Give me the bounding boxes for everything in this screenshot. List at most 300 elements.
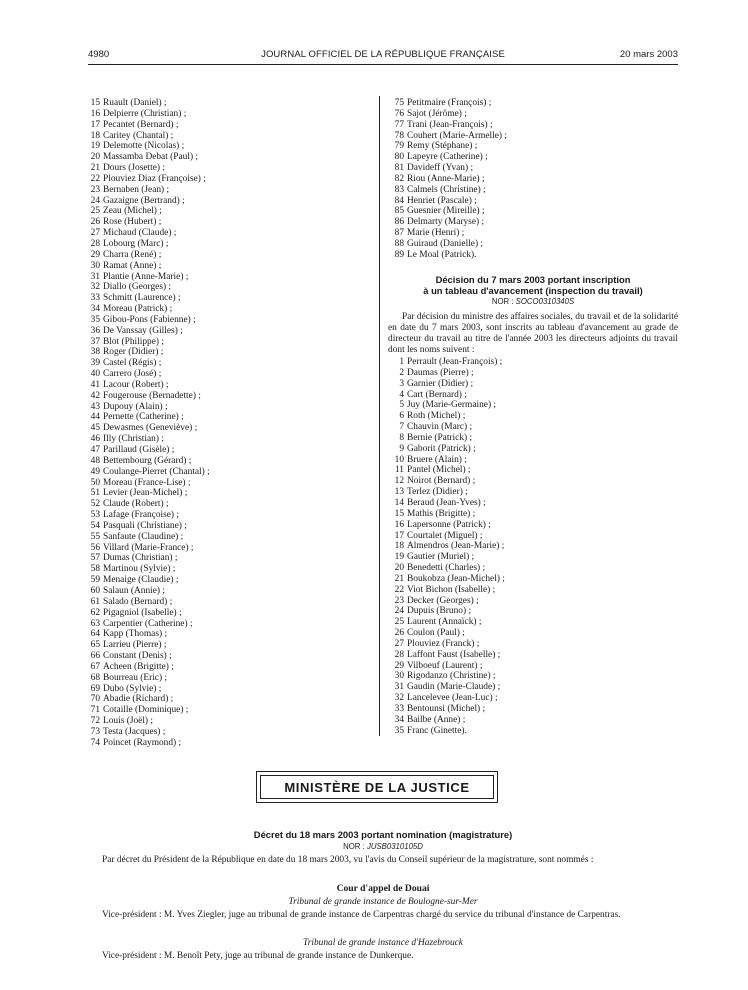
list-item xyxy=(84,727,210,738)
list-item xyxy=(84,434,210,445)
list-item xyxy=(388,368,505,379)
list-item-number: 22 xyxy=(90,173,100,184)
list-item-name: Calmels (Christine) ; xyxy=(407,184,486,195)
list-item xyxy=(84,684,210,695)
list-item-name: Ramat (Anne) ; xyxy=(103,260,162,271)
list-item xyxy=(388,476,505,487)
list-item xyxy=(84,521,210,532)
list-item-name: Lafage (Françoise) ; xyxy=(103,510,180,521)
list-item-name: Lapersonne (Patrick) ; xyxy=(407,519,491,530)
list-item xyxy=(388,98,507,109)
list-item-number: 70 xyxy=(90,694,100,705)
list-item-number: 39 xyxy=(90,358,100,369)
list-item xyxy=(388,239,507,250)
list-item-name: Le Moal (Patrick). xyxy=(407,249,477,260)
list-item xyxy=(388,617,505,628)
list-item-number: 25 xyxy=(90,206,100,217)
list-item-name: Plouviez (Franck) ; xyxy=(407,638,480,649)
list-item xyxy=(388,552,505,563)
list-item xyxy=(84,467,210,478)
list-item xyxy=(84,662,210,673)
list-item xyxy=(84,738,210,749)
list-item xyxy=(388,206,507,217)
list-item xyxy=(84,358,210,369)
list-item-number: 18 xyxy=(394,541,404,552)
list-item-number: 21 xyxy=(394,573,404,584)
list-item-number: 81 xyxy=(394,163,404,174)
list-item-number: 19 xyxy=(90,141,100,152)
list-item xyxy=(388,585,505,596)
list-item-name: Almendros (Jean-Marie) ; xyxy=(407,541,505,552)
list-item-name: Dupouy (Alain) ; xyxy=(103,401,168,412)
list-item-number: 61 xyxy=(90,596,100,607)
list-item-name: Gaborit (Patrick) ; xyxy=(407,443,476,454)
list-item-name: Diallo (Georges) ; xyxy=(103,282,172,293)
decree-title: Décret du 18 mars 2003 portant nomination (magistrature) xyxy=(253,829,513,840)
list-item-name: Delmarty (Maryse) ; xyxy=(407,217,485,228)
list-item-number: 27 xyxy=(90,228,100,239)
list-item-name: Franc (Ginette). xyxy=(407,725,467,736)
list-item-name: Pigagniol (Isabelle) ; xyxy=(103,607,182,618)
list-item-number: 19 xyxy=(394,552,404,563)
list-item-name: Decker (Georges) ; xyxy=(407,595,479,606)
list-item xyxy=(84,293,210,304)
list-item xyxy=(84,272,210,283)
list-item-number: 66 xyxy=(90,651,100,662)
list-item xyxy=(388,465,505,476)
list-item-name: Courtalet (Miguel) ; xyxy=(407,530,483,541)
list-item-number: 23 xyxy=(90,184,100,195)
list-item-name: Guesnier (Mireille) ; xyxy=(407,206,485,217)
list-item xyxy=(84,174,210,185)
list-item-name: Bourreau (Eric) ; xyxy=(103,672,168,683)
list-item-number: 86 xyxy=(394,217,404,228)
list-item-name: Gautier (Muriel) ; xyxy=(407,552,475,563)
list-item-number: 16 xyxy=(90,108,100,119)
decision-nor-label: NOR : xyxy=(491,297,514,306)
list-item-name: Michaud (Claude) ; xyxy=(103,228,177,239)
decision-nor-code: SOCO0310340S xyxy=(515,297,575,306)
list-item-name: Remy (Stéphane) ; xyxy=(407,141,478,152)
list-item-name: Riou (Anne-Marie) ; xyxy=(407,173,485,184)
list-item-name: Marie (Henri) ; xyxy=(407,228,465,239)
list-item-name: Henriet (Pascale) ; xyxy=(407,195,477,206)
list-item-number: 5 xyxy=(399,400,404,411)
list-item-number: 18 xyxy=(90,130,100,141)
list-item xyxy=(388,250,507,261)
list-item xyxy=(388,141,507,152)
list-item-number: 21 xyxy=(90,163,100,174)
list-item-name: Bailbe (Anne) ; xyxy=(407,714,466,725)
list-item-name: Gazaigne (Bertrand) ; xyxy=(103,195,185,206)
list-item xyxy=(84,250,210,261)
list-item-name: Roth (Michel) ; xyxy=(407,411,466,422)
list-item-name: Lacour (Robert) ; xyxy=(103,379,169,390)
list-item xyxy=(84,640,210,651)
list-item-name: Zeau (Michel) ; xyxy=(103,206,162,217)
list-item-name: Couhert (Marie-Armelle) ; xyxy=(407,130,507,141)
list-item-name: Plantie (Anne-Marie) ; xyxy=(103,271,189,282)
decree-paragraph: Par décret du Président de la République en date du 18 mars 2003, vu l'avis du Conseil supérieur de la magistrature, sont nommés : xyxy=(102,855,594,865)
list-item-number: 35 xyxy=(394,725,404,736)
list-item-name: Bernaben (Jean) ; xyxy=(103,184,170,195)
list-item xyxy=(84,608,210,619)
list-item xyxy=(84,456,210,467)
list-item-number: 38 xyxy=(90,347,100,358)
list-item xyxy=(84,163,210,174)
journal-title: JOURNAL OFFICIEL DE LA RÉPUBLIQUE FRANÇAISE xyxy=(261,49,505,60)
list-item-name: Salado (Bernard) ; xyxy=(103,596,173,607)
list-item xyxy=(388,531,505,542)
appointment-1: Vice-président : M. Yves Ziegler, juge au tribunal de grande instance de Carpentras chargé du service du tribunal d'instance de Carpentras. xyxy=(102,910,621,920)
list-item xyxy=(84,347,210,358)
list-item-name: Bruere (Alain) ; xyxy=(407,454,467,465)
list-item xyxy=(388,411,505,422)
list-item-name: Guiraud (Danielle) ; xyxy=(407,238,484,249)
list-item-name: Bentounsi (Michel) ; xyxy=(407,704,486,714)
list-item-number: 20 xyxy=(90,152,100,163)
list-item-number: 9 xyxy=(399,443,404,454)
list-item-name: Vilboeuf (Laurent) ; xyxy=(407,660,483,671)
list-item-number: 30 xyxy=(394,671,404,682)
ministry-heading-box xyxy=(256,771,498,803)
decision-title-line-2: à un tableau d'avancement (inspection du travail) xyxy=(423,285,643,296)
list-item-name: Perrault (Jean-François) ; xyxy=(407,357,503,367)
list-item-name: Parillaud (Gisèle) ; xyxy=(103,445,175,455)
list-item-number: 69 xyxy=(90,683,100,694)
list-item xyxy=(388,487,505,498)
list-item-number: 29 xyxy=(90,249,100,260)
list-item-number: 59 xyxy=(90,575,100,586)
list-item-name: Salaun (Annie) ; xyxy=(103,585,165,596)
list-item-number: 48 xyxy=(90,455,100,466)
list-item xyxy=(84,239,210,250)
list-item-number: 29 xyxy=(394,660,404,671)
list-item xyxy=(84,478,210,489)
list-item-name: Coulange-Pierret (Chantal) ; xyxy=(103,466,210,477)
list-item-number: 80 xyxy=(394,152,404,163)
list-item-number: 53 xyxy=(90,510,100,521)
list-item xyxy=(84,206,210,217)
list-item-name: Viot Bichon (Isabelle) ; xyxy=(407,584,496,595)
list-item-number: 35 xyxy=(90,314,100,325)
list-item-number: 8 xyxy=(399,432,404,443)
list-item-name: Carrero (José) ; xyxy=(103,369,162,380)
list-item-number: 24 xyxy=(394,606,404,617)
decree-nor-code: JUSB0310105D xyxy=(366,842,423,851)
list-item xyxy=(84,651,210,662)
list-item-name: Dupuis (Bruno) ; xyxy=(407,606,472,617)
list-item-name: Pasquali (Christiane) ; xyxy=(103,520,187,531)
list-item xyxy=(84,120,210,131)
list-item-number: 7 xyxy=(399,422,404,433)
issue-date: 20 mars 2003 xyxy=(619,49,678,60)
list-item xyxy=(388,357,505,368)
list-item-name: Abadie (Richard) ; xyxy=(103,694,174,705)
list-item-number: 2 xyxy=(399,367,404,378)
list-item xyxy=(388,120,507,131)
list-item-number: 32 xyxy=(394,693,404,704)
list-item-number: 36 xyxy=(90,325,100,336)
appointment-2: Vice-président : M. Benoît Pety, juge au tribunal de grande instance de Dunkerque. xyxy=(102,951,414,961)
name-list-right xyxy=(388,98,507,261)
list-item-number: 76 xyxy=(394,108,404,119)
list-item-name: Trani (Jean-François) ; xyxy=(407,119,493,130)
list-item-name: Charra (René) ; xyxy=(103,249,162,260)
list-item-name: Fougerouse (Bernadette) ; xyxy=(103,390,201,401)
list-item-number: 52 xyxy=(90,499,100,510)
list-item-name: Bernie (Patrick) ; xyxy=(407,432,473,443)
list-item-name: Beraud (Jean-Yves) ; xyxy=(407,497,486,508)
list-item-number: 49 xyxy=(90,466,100,477)
list-item-name: Sanfaute (Claudine) ; xyxy=(103,531,184,542)
list-item-name: Villard (Marie-France) ; xyxy=(103,542,194,553)
list-item-name: Illy (Christian) ; xyxy=(103,434,164,445)
tribunal-heading-1: Tribunal de grande instance de Boulogne-sur-Mer xyxy=(288,897,478,907)
list-item-name: Dubo (Sylvie) ; xyxy=(103,683,162,694)
list-item xyxy=(84,304,210,315)
page-number: 4980 xyxy=(88,49,110,60)
list-item xyxy=(84,619,210,630)
list-item-number: 34 xyxy=(90,304,100,315)
list-item-number: 82 xyxy=(394,173,404,184)
list-item xyxy=(84,282,210,293)
list-item-name: Levier (Jean-Michel) ; xyxy=(103,488,188,499)
list-item xyxy=(388,400,505,411)
list-item-number: 14 xyxy=(394,497,404,508)
list-item-number: 28 xyxy=(90,238,100,249)
tribunal-heading-2: Tribunal de grande instance d'Hazebrouck xyxy=(303,938,463,948)
list-item xyxy=(388,217,507,228)
list-item-number: 68 xyxy=(90,672,100,683)
list-item-name: Coulon (Paul) ; xyxy=(407,628,465,639)
list-item-number: 74 xyxy=(90,737,100,748)
list-item-number: 12 xyxy=(394,476,404,487)
list-item-name: De Vanssay (Gilles) ; xyxy=(103,325,183,336)
list-item xyxy=(84,705,210,716)
list-item xyxy=(84,553,210,564)
promotion-list xyxy=(388,357,505,737)
list-item-number: 33 xyxy=(394,704,404,714)
list-item-name: Chauvin (Marc) ; xyxy=(407,422,473,433)
list-item xyxy=(84,380,210,391)
list-item xyxy=(388,422,505,433)
list-item-name: Mathis (Brigitte) ; xyxy=(407,508,476,519)
list-item xyxy=(84,369,210,380)
list-item-number: 44 xyxy=(90,412,100,423)
list-item-name: Davideff (Yvan) ; xyxy=(407,163,474,174)
list-item-name: Carpentier (Catherine) ; xyxy=(103,618,193,629)
list-item xyxy=(388,520,505,531)
list-item-number: 17 xyxy=(394,530,404,541)
list-item xyxy=(388,163,507,174)
list-item-number: 33 xyxy=(90,293,100,304)
list-item-number: 88 xyxy=(394,238,404,249)
list-item-number: 45 xyxy=(90,423,100,434)
list-item xyxy=(84,131,210,142)
list-item-number: 32 xyxy=(90,282,100,293)
list-item xyxy=(388,541,505,552)
list-item-name: Daumas (Pierre) ; xyxy=(407,367,474,378)
list-item-name: Cotaille (Dominique) ; xyxy=(103,705,189,716)
list-item-number: 20 xyxy=(394,563,404,574)
list-item-number: 27 xyxy=(394,638,404,649)
list-item xyxy=(84,575,210,586)
list-item xyxy=(84,228,210,239)
list-item xyxy=(84,586,210,597)
list-item-name: Benedetti (Charles) ; xyxy=(407,563,486,574)
list-item-number: 78 xyxy=(394,130,404,141)
list-item xyxy=(84,261,210,272)
list-item-number: 43 xyxy=(90,401,100,412)
list-item xyxy=(388,390,505,401)
list-item-number: 25 xyxy=(394,617,404,628)
list-item-number: 77 xyxy=(394,119,404,130)
list-item-number: 87 xyxy=(394,228,404,239)
list-item-number: 50 xyxy=(90,477,100,488)
list-item xyxy=(84,423,210,434)
list-item-name: Dours (Josette) ; xyxy=(103,163,165,174)
list-item-number: 51 xyxy=(90,488,100,499)
list-item-number: 54 xyxy=(90,520,100,531)
list-item xyxy=(84,196,210,207)
list-item xyxy=(388,152,507,163)
list-item-number: 60 xyxy=(90,585,100,596)
list-item xyxy=(84,152,210,163)
list-item-name: Delpierre (Christian) ; xyxy=(103,108,187,119)
list-item-name: Garnier (Didier) ; xyxy=(407,378,474,389)
list-item-name: Claude (Robert) ; xyxy=(103,499,169,510)
header-rule xyxy=(88,64,678,65)
list-item-name: Menaige (Claudie) ; xyxy=(103,575,179,586)
list-item-number: 71 xyxy=(90,705,100,716)
list-item-name: Kapp (Thomas) ; xyxy=(103,629,168,640)
list-item-number: 22 xyxy=(394,584,404,595)
list-item-name: Sajot (Jérôme) ; xyxy=(407,108,467,119)
list-item xyxy=(84,488,210,499)
list-item-number: 47 xyxy=(90,445,100,455)
list-item xyxy=(388,704,505,715)
list-item xyxy=(388,509,505,520)
list-item xyxy=(84,337,210,348)
list-item-number: 42 xyxy=(90,390,100,401)
page-header xyxy=(88,49,678,63)
list-item-number: 46 xyxy=(90,434,100,445)
list-item-name: Gaudin (Marie-Claude) ; xyxy=(407,682,501,693)
list-item-number: 63 xyxy=(90,618,100,629)
list-item xyxy=(84,597,210,608)
list-item-name: Lobourg (Marc) ; xyxy=(103,238,169,249)
list-item-name: Gibou-Pons (Fabienne) ; xyxy=(103,314,196,325)
list-item xyxy=(84,510,210,521)
list-item-number: 89 xyxy=(394,249,404,260)
list-item-number: 40 xyxy=(90,369,100,380)
list-item-number: 26 xyxy=(394,628,404,639)
list-item-number: 57 xyxy=(90,553,100,564)
list-item-number: 15 xyxy=(394,508,404,519)
list-item-name: Rose (Hubert) ; xyxy=(103,217,162,228)
list-item xyxy=(388,196,507,207)
list-item-name: Massamba Debat (Paul) ; xyxy=(103,152,199,163)
decision-paragraph: Par décision du ministre des affaires sociales, du travail et de la solidarité en date du 7 mars 2003, sont inscrits au tableau d'avancement au grade de directeur du travail au titre de l'année 2003 les directeurs adjoints du travail dont les noms suivent : xyxy=(388,312,678,355)
list-item xyxy=(84,315,210,326)
list-item xyxy=(388,174,507,185)
list-item-number: 37 xyxy=(90,336,100,347)
list-item-number: 16 xyxy=(394,519,404,530)
list-item-number: 58 xyxy=(90,564,100,575)
list-item-name: Moreau (France-Lise) ; xyxy=(103,477,191,488)
list-item-number: 10 xyxy=(394,454,404,465)
list-item-name: Rigodanzo (Christine) ; xyxy=(407,671,496,682)
list-item-number: 55 xyxy=(90,531,100,542)
list-item-name: Dewasmes (Geneviève) ; xyxy=(103,423,198,434)
list-item xyxy=(388,131,507,142)
list-item-name: Noirot (Bernard) ; xyxy=(407,476,476,487)
list-item xyxy=(84,98,210,109)
list-item-name: Laurent (Annaïck) ; xyxy=(407,617,482,628)
list-item-name: Constant (Denis) ; xyxy=(103,651,172,662)
list-item-name: Martinou (Sylvie) ; xyxy=(103,564,176,575)
list-item xyxy=(388,444,505,455)
list-item-number: 4 xyxy=(399,389,404,400)
list-item-name: Testa (Jacques) ; xyxy=(103,726,166,737)
list-item xyxy=(84,445,210,456)
list-item-number: 6 xyxy=(399,411,404,422)
list-item xyxy=(388,693,505,704)
list-item-name: Larrieu (Pierre) ; xyxy=(103,640,167,651)
list-item xyxy=(388,628,505,639)
list-item-name: Boukobza (Jean-Michel) ; xyxy=(407,573,505,584)
list-item xyxy=(84,412,210,423)
list-item-name: Plouviez Diaz (Françoise) ; xyxy=(103,173,206,184)
list-item-name: Ruault (Daniel) ; xyxy=(103,98,167,108)
list-item-name: Laffont Faust (Isabelle) ; xyxy=(407,649,501,660)
list-item xyxy=(84,673,210,684)
list-item xyxy=(84,564,210,575)
list-item-name: Lapeyre (Catherine) ; xyxy=(407,152,488,163)
list-item-number: 65 xyxy=(90,640,100,651)
list-item xyxy=(84,109,210,120)
list-item xyxy=(388,498,505,509)
list-item-number: 11 xyxy=(394,465,404,476)
list-item-name: Poincet (Raymond) ; xyxy=(103,737,182,748)
list-item xyxy=(388,433,505,444)
list-item-name: Lancelevee (Jean-Luc) ; xyxy=(407,693,498,704)
list-item-number: 34 xyxy=(394,714,404,725)
list-item xyxy=(388,606,505,617)
name-list-left xyxy=(84,98,210,749)
list-item xyxy=(84,499,210,510)
list-item xyxy=(388,596,505,607)
court-heading: Cour d'appel de Douai xyxy=(336,883,430,894)
list-item-name: Terlez (Didier) ; xyxy=(407,487,468,498)
column-divider xyxy=(379,96,380,736)
decision-title-line-1: Décision du 7 mars 2003 portant inscription xyxy=(435,274,631,285)
list-item xyxy=(388,639,505,650)
list-item xyxy=(388,379,505,390)
list-item-number: 83 xyxy=(394,184,404,195)
list-item-name: Schmitt (Laurence) ; xyxy=(103,293,181,304)
list-item-name: Pantel (Michel) ; xyxy=(407,465,471,476)
list-item xyxy=(388,661,505,672)
list-item xyxy=(388,563,505,574)
list-item-name: Dumas (Christian) ; xyxy=(103,553,178,564)
list-item-name: Cart (Bernard) ; xyxy=(407,389,467,400)
list-item-name: Blot (Philippe) ; xyxy=(103,336,164,347)
list-item xyxy=(84,391,210,402)
list-item-number: 3 xyxy=(399,378,404,389)
list-item xyxy=(84,716,210,727)
